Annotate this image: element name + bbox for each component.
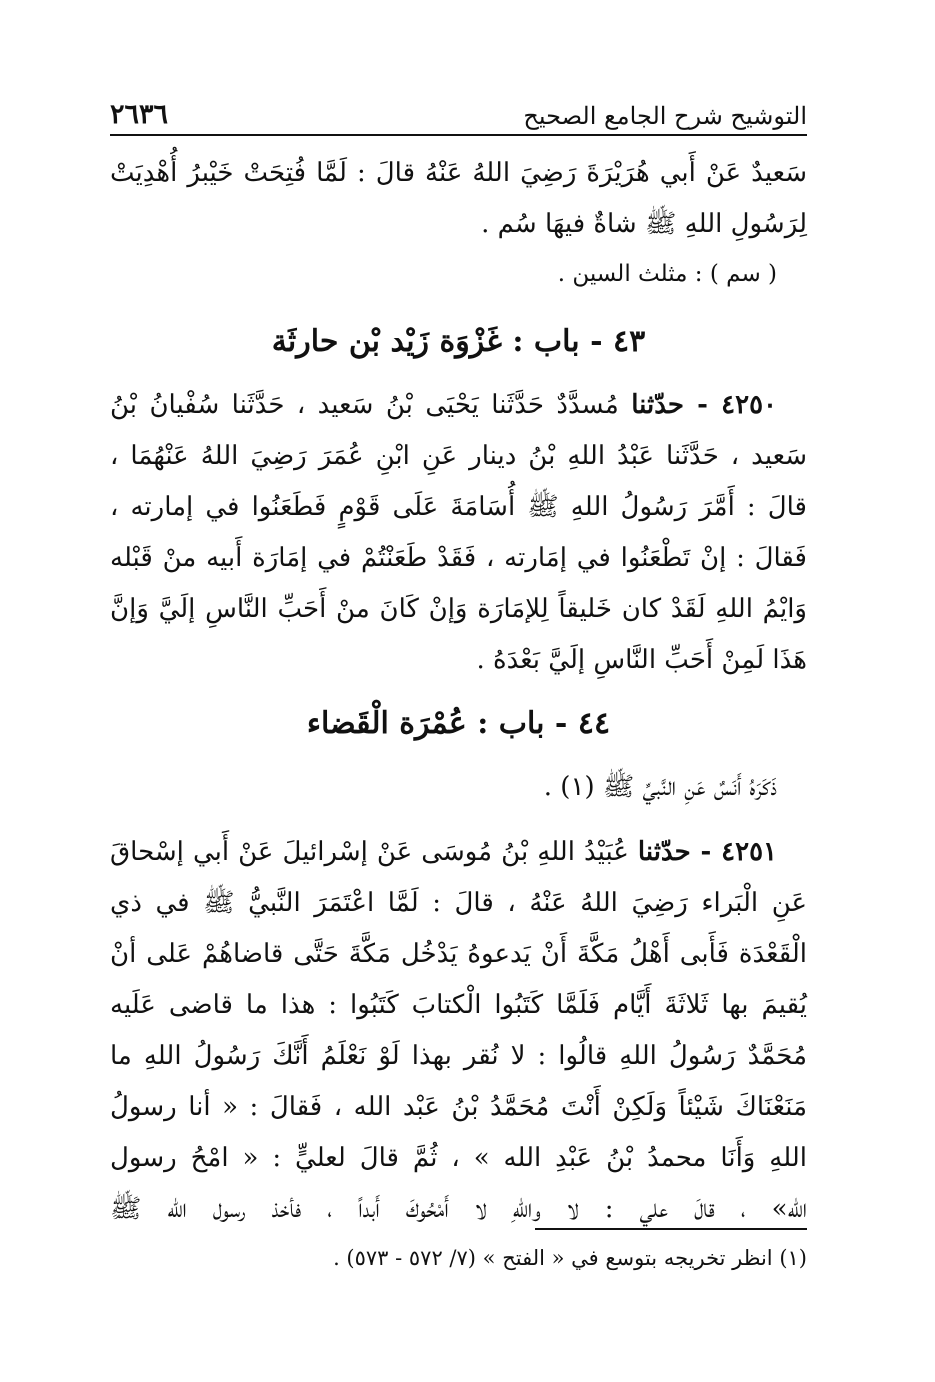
hadith-line: عَنِ الْبَراء رَضِيَ اللهُ عَنْهُ ، قالَ : لَمَّا اعْتَمَرَ النَّبيُّ ﷺ في ذي — [110, 888, 807, 918]
footnote-divider — [535, 1228, 807, 1230]
hadith-line: قالَ : أَمَّرَ رَسُولُ اللهِ ﷺ أُسَامَةَ عَلَى قَوْمٍ فَطَعَنُوا في إمارته ، — [110, 492, 807, 522]
hadith-line: الله» ، قالَ علي : لا واللهِ لا أَمْحُوكَ أَبداً ، فأخذ رسول الله ﷺ — [110, 1194, 807, 1224]
hadith-line: الْقَعْدَة فَأَبى أَهْلُ مَكَّةَ أَنْ يَدعوهُ يَدْخُل مَكَّةَ حَتَّى قاضاهُمْ عَلى أنْ — [110, 939, 807, 969]
hadith-number: ٤٢٥١ - حدّثنا — [637, 837, 777, 867]
hadith-line: سَعيد ، حَدَّثَنا عَبْدُ اللهِ بْنُ دينار عَنِ ابْنِ عُمَرَ رَضِيَ اللهُ عَنْهُمَا ، — [110, 441, 807, 471]
page-body — [110, 148, 807, 1235]
hadith-line — [110, 380, 807, 431]
hadith-line: مَنَعْنَاكَ شَيْئاً وَلَكِنْ أَنْتَ مُحَمَّدُ بْنُ عَبْد الله ، فَقالَ : « أنا رسولُ — [110, 1092, 807, 1122]
text-line: سَعيدٌ عَنْ أَبي هُرَيْرَةَ رَضِيَ اللهُ عَنْهُ قالَ : لَمَّا فُتِحَتْ خَيْبرُ أُهْدِيَتْ — [110, 158, 807, 188]
hadith-text: مُسدَّدٌ حَدَّثَنا يَحْيَى بْنُ سَعيد ، حَدَّثَنا سُفْيانُ بْنُ — [110, 390, 619, 420]
text-line: ذَكَرَهُ أَنَسٌ عَنِ النَّبيِّ ﷺ (١) . — [543, 772, 777, 802]
explanatory-note: ( سم ) : مثلث السين . — [557, 261, 777, 287]
hadith-line: هَذَا لَمِنْ أَحَبِّ النَّاسِ إلَيَّ بَعْدَهُ . — [476, 645, 807, 675]
running-title: التوشيح شرح الجامع الصحيح — [523, 102, 807, 130]
chapter-heading-43: ٤٣ - باب : غَزْوَة زَيْد بْن حارثَة — [271, 324, 646, 359]
hadith-line: يُقيمَ بها ثَلاثَةَ أَيَّام فَلَمَّا كَتَبُوا الْكتابَ كَتَبُوا : هذا ما قاضى عَلَيه — [110, 990, 807, 1020]
hadith-line: مُحَمَّدٌ رَسُولُ اللهِ قالُوا : لا نُقر بهذا لَوْ نَعْلَمُ أَنَّكَ رَسُولُ اللهِ ما — [110, 1041, 807, 1071]
hadith-line: وَايْمُ اللهِ لَقَدْ كان خَليقاً لِلإمَارَة وَإنْ كَانَ منْ أَحَبِّ النَّاسِ إلَيَّ وَإنَّ — [110, 594, 807, 624]
page-header — [110, 90, 807, 136]
page-number: ٢٦٣٦ — [110, 99, 169, 130]
hadith-number: ٤٢٥٠ - حدّثنا — [631, 390, 778, 420]
text-line: لِرَسُولِ اللهِ ﷺ شاةٌ فيهَا سُم . — [481, 209, 807, 239]
hadith-line — [110, 827, 807, 878]
hadith-line: اللهِ وَأَنَا محمدُ بْنُ عَبْدِ الله » ، ثُمَّ قالَ لعليٍّ : « امْحُ رسول — [110, 1143, 807, 1173]
chapter-heading-44: ٤٤ - باب : عُمْرَة الْقَضاء — [306, 706, 611, 741]
footnote: (١) انظر تخريجه بتوسع في « الفتح » (٧/ ٥٧٢ - ٥٧٣) . — [333, 1246, 807, 1270]
hadith-text: عُبَيْدُ اللهِ بْنُ مُوسَى عَنْ إسْرائيلَ عَنْ أَبي إسْحاقَ — [110, 837, 629, 867]
hadith-line: فَقالَ : إنْ تَطْعَنُوا في إمَارته ، فَقَدْ طَعَنْتُمْ في إمَارَة أَبيه منْ قَبْله — [110, 543, 807, 573]
